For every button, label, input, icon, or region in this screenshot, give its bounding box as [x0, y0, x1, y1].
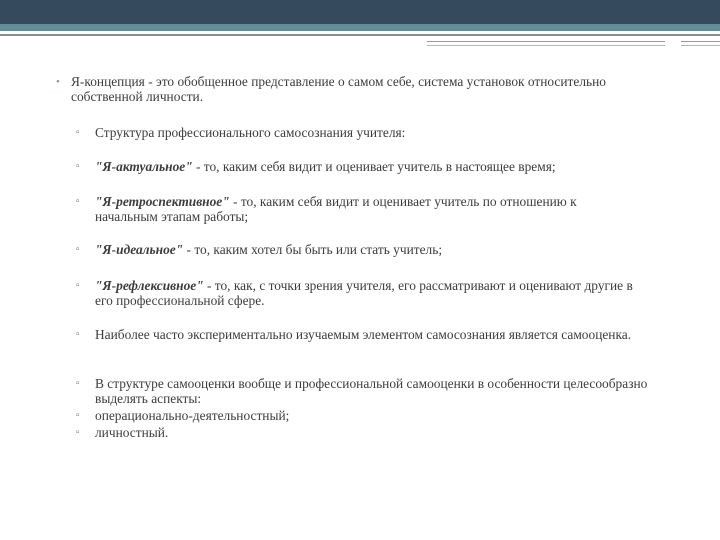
sub-bullet-marker: ▫ — [76, 378, 80, 389]
term-retrospective-self: "Я-ретроспективное" — [95, 194, 230, 209]
bullet-marker: • — [56, 76, 60, 88]
list-item: В структуре самооценки вообще и профессиональной самооценки в особенности целесообразно выделять аспекты: — [95, 376, 648, 406]
term-description: - то, как, с точки зрения учителя, его рассматривают и оценивают другие в его профессиональной сфере. — [95, 278, 633, 308]
term-reflexive-self: "Я-рефлексивное" — [95, 278, 204, 293]
list-item — [95, 242, 685, 257]
list-item — [95, 278, 635, 308]
sub-bullet-marker: ▫ — [76, 127, 80, 138]
list-item: Наиболее часто экспериментально изучаемым элементом самосознания является самооценка. — [95, 327, 632, 342]
main-point: Я-концепция - это обобщенное представление о самом себе, система установок относительно собственной личности. — [71, 74, 606, 104]
sub-bullet-marker: ▫ — [76, 329, 80, 340]
term-actual-self: "Я-актуальное" — [95, 159, 193, 174]
term-description: - то, каким себя видит и оценивает учитель в настоящее время; — [192, 159, 556, 174]
term-ideal-self: "Я-идеальное" — [95, 242, 184, 257]
list-item: личностный. — [95, 425, 169, 440]
sub-bullet-marker: ▫ — [76, 280, 80, 291]
term-description: - то, каким себя видит и оценивает учитель по отношению к начальным этапам работы; — [95, 194, 577, 224]
list-item — [95, 159, 685, 174]
list-item — [95, 194, 615, 224]
list-item: Структура профессионального самосознания учителя: — [95, 125, 406, 140]
sub-bullet-marker: ▫ — [76, 427, 80, 438]
sub-bullet-marker: ▫ — [76, 196, 80, 207]
sub-bullet-marker: ▫ — [76, 161, 80, 172]
term-description: - то, каким хотел бы быть или стать учитель; — [183, 242, 443, 257]
list-item: операционально-деятельностный; — [95, 408, 290, 423]
sub-bullet-marker: ▫ — [76, 410, 80, 421]
sub-bullet-marker: ▫ — [76, 244, 80, 255]
